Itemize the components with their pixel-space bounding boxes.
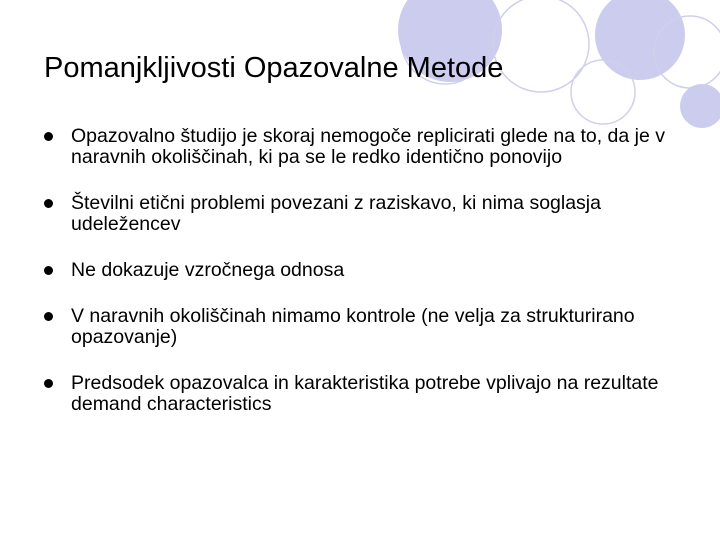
bullet-dot-icon <box>44 132 53 141</box>
slide-title: Pomanjkljivosti Opazovalne Metode <box>44 52 504 84</box>
bullet-text: Številni etični problemi povezani z raziskavo, ki nima soglasja udeležencev <box>71 192 601 235</box>
bullet-text: Ne dokazuje vzročnega odnosa <box>71 259 345 281</box>
bullet-item <box>44 373 694 415</box>
deco-circle-outline-3 <box>571 60 635 124</box>
deco-circle-filled-2 <box>595 0 685 80</box>
deco-circle-filled-3 <box>680 84 720 128</box>
bullet-item <box>44 193 694 235</box>
bullet-list <box>44 126 694 440</box>
bullet-dot-icon <box>44 379 53 388</box>
bullet-dot-icon <box>44 199 53 208</box>
bullet-text: Predsodek opazovalca in karakteristika potrebe vplivajo na rezultate demand characteristics <box>71 372 659 415</box>
bullet-dot-icon <box>44 312 53 321</box>
bullet-dot-icon <box>44 266 53 275</box>
bullet-item <box>44 306 694 348</box>
bullet-item <box>44 126 694 168</box>
bullet-item <box>44 260 694 281</box>
bullet-text: V naravnih okoliščinah nimamo kontrole (ne velja za strukturirano opazovanje) <box>71 305 635 348</box>
bullet-text: Opazovalno študijo je skoraj nemogoče replicirati glede na to, da je v naravnih okoliščinah, ki pa se le redko identično ponovijo <box>71 125 666 168</box>
